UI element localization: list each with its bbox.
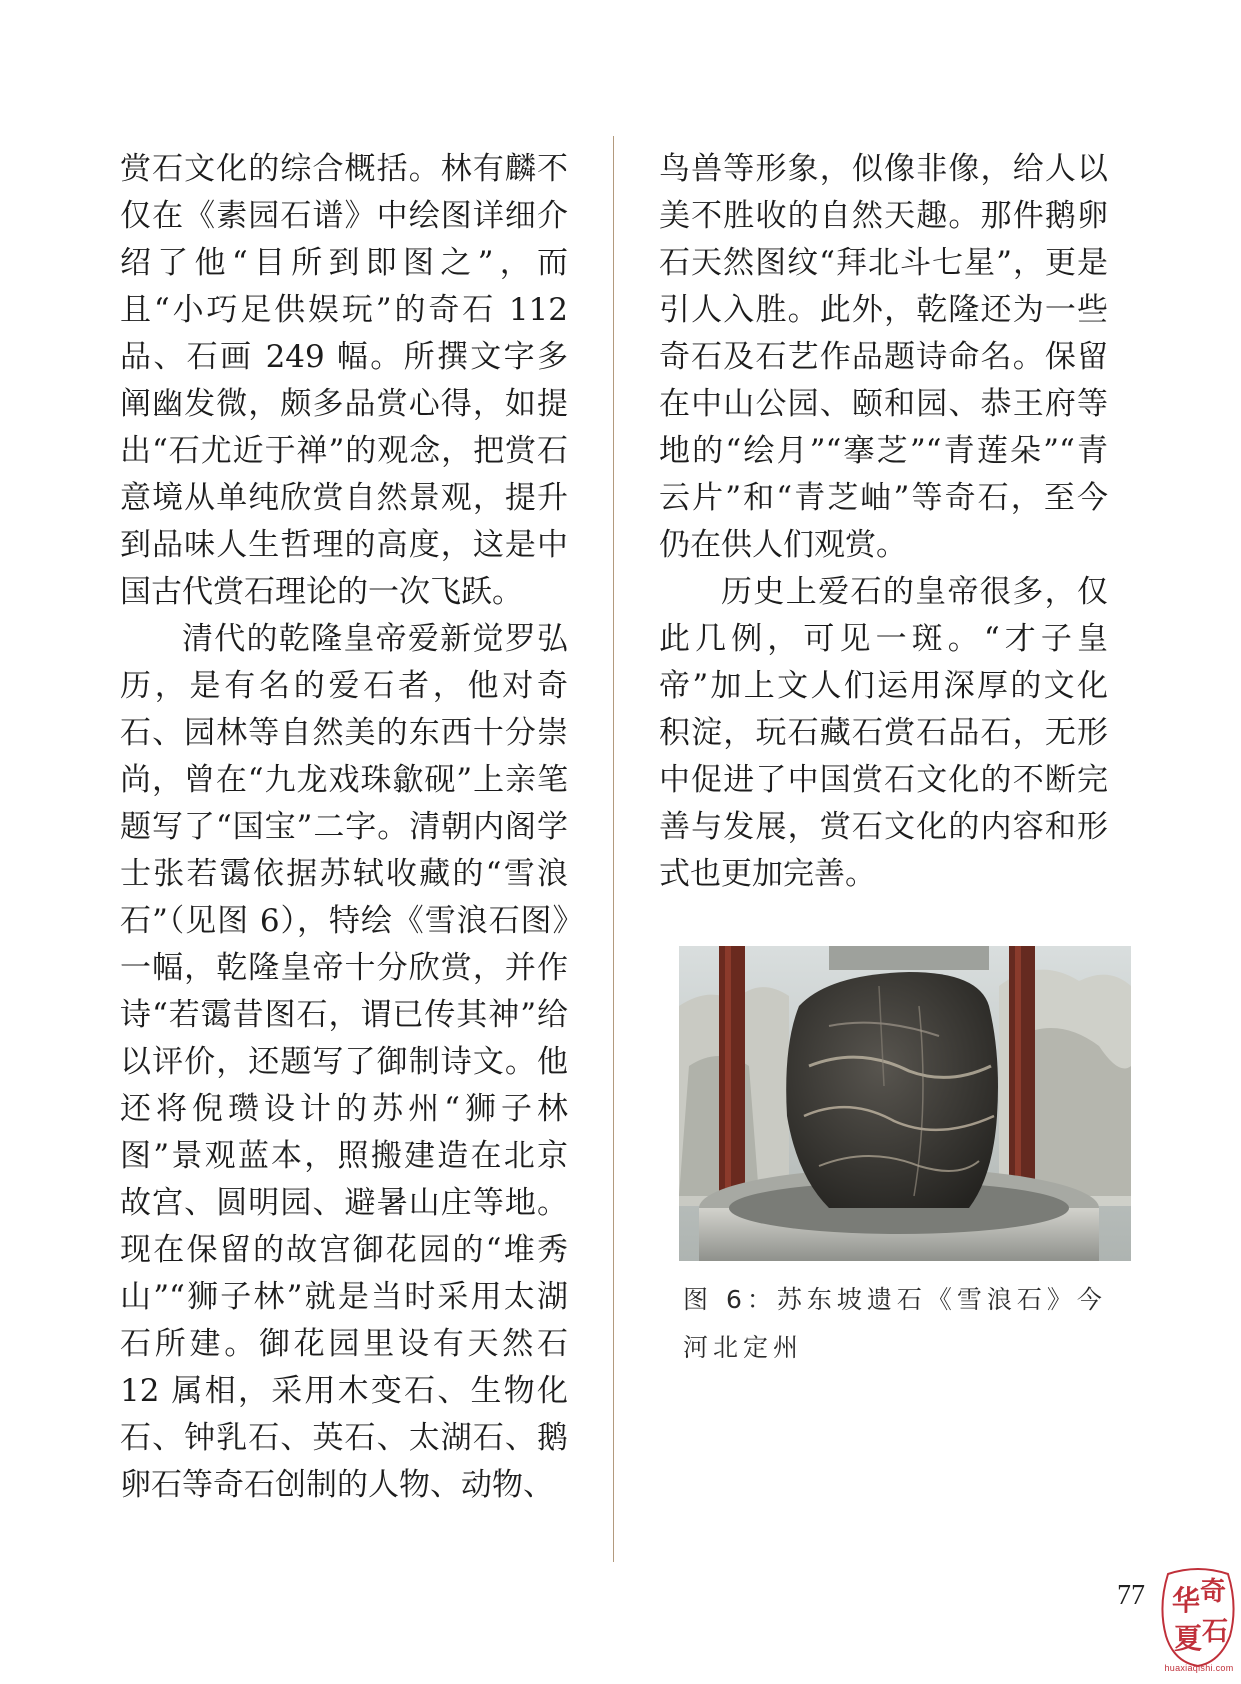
left-paragraph-1: 赏石文化的综合概括。林有麟不仅在《素园石谱》中绘图详细介绍了他“目所到即图之”，而且“小巧足供娱玩”的奇石 112 品、石画 249 幅。所撰文字多阐幽发微，颇多品赏心得，如提出“石尤近于禅”的观念，把赏石意境从单纯欣赏自然景观，提升到品味人生哲理的高度，这是中国古代赏石理论的一次飞跃。 <box>120 151 568 610</box>
left-paragraph-2: 清代的乾隆皇帝爱新觉罗弘历，是有名的爱石者，他对奇石、园林等自然美的东西十分崇尚，曾在“九龙戏珠歙砚”上亲笔题写了“国宝”二字。清朝内阁学士张若霭依据苏轼收藏的“雪浪石”（见图 6），特绘《雪浪石图》一幅，乾隆皇帝十分欣赏，并作诗“若霭昔图石，谓已传其神”给以评价，还题写了御制诗文。他还将倪瓒设计的苏州“狮子林图”景观蓝本，照搬建造在北京故宫、圆明园、避暑山庄等地。现在保留的故宫御花园的“堆秀山”“狮子林”就是当时采用太湖石所建。御花园里设有天然石 12 属相，采用木变石、生物化石、钟乳石、英石、太湖石、鹅卵石等奇石创制的人物、动物、 <box>120 621 568 1503</box>
logo-char-3: 夏 <box>1174 1622 1203 1655</box>
caption-line-2: 河北定州 <box>683 1333 804 1362</box>
column-divider <box>613 136 614 1562</box>
figure-6-photo <box>679 946 1131 1261</box>
logo-char-1: 华 <box>1172 1584 1201 1617</box>
figure-caption <box>683 1276 1131 1372</box>
right-text-column <box>659 146 1108 898</box>
caption-line-1: 图 6：苏东坡遗石《雪浪石》今 <box>683 1285 1107 1314</box>
right-paragraph-2: 历史上爱石的皇帝很多，仅此几例，可见一斑。“才子皇帝”加上文人们运用深厚的文化积淀，玩石藏石赏石品石，无形中促进了中国赏石文化的不断完善与发展，赏石文化的内容和形式也更加完善。 <box>659 574 1108 892</box>
right-paragraph-1: 鸟兽等形象，似像非像，给人以美不胜收的自然天趣。那件鹅卵石天然图纹“拜北斗七星”，更是引人入胜。此外，乾隆还为一些奇石及石艺作品题诗命名。保留在中山公园、颐和园、恭王府等地的“绘月”“搴芝”“青莲朵”“青云片”和“青芝岫”等奇石，至今仍在供人们观赏。 <box>659 151 1108 563</box>
huaxia-qishi-logo-seal <box>1160 1566 1236 1672</box>
xuelang-stone-photo <box>679 946 1131 1261</box>
logo-char-4: 石 <box>1202 1617 1229 1647</box>
logo-site-url: huaxiaqishi.com <box>1164 1663 1234 1673</box>
page-number: 77 <box>1117 1580 1145 1611</box>
logo-char-2: 奇 <box>1200 1577 1227 1607</box>
left-text-column <box>120 146 568 1509</box>
